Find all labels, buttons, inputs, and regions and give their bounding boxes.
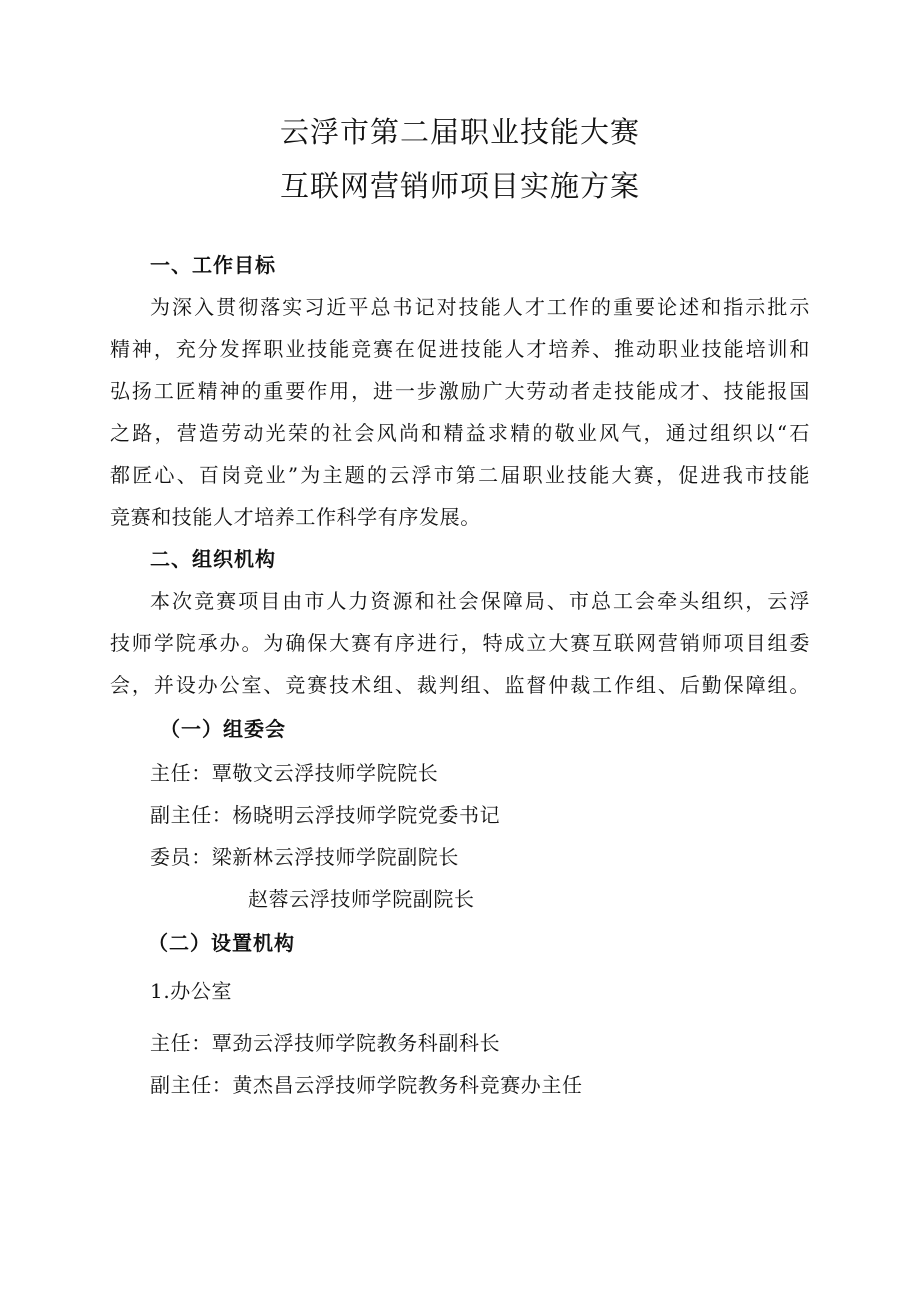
document-title-line-2: 互联网营销师项目实施方案 bbox=[279, 169, 640, 203]
committee-deputy-director: 副主任：杨晓明云浮技师学院党委书记 bbox=[150, 803, 501, 827]
committee-member: 赵蓉云浮技师学院副院长 bbox=[248, 887, 475, 911]
paragraph-line: 技师学院承办。为确保大赛有序进行，特成立大赛互联网营销师项目组委 bbox=[110, 631, 810, 655]
section-heading-organization: 二、组织机构 bbox=[150, 547, 276, 571]
paragraph-line: 本次竞赛项目由市人力资源和社会保障局、市总工会牵头组织，云浮 bbox=[150, 589, 810, 613]
committee-director: 主任：覃敬文云浮技师学院院长 bbox=[150, 761, 439, 785]
paragraph-line: 之路，营造劳动光荣的社会风尚和精益求精的敬业风气，通过组织以“石 bbox=[110, 421, 810, 445]
office-deputy-director: 副主任：黄杰昌云浮技师学院教务科竞赛办主任 bbox=[150, 1073, 583, 1097]
office-director: 主任：覃劲云浮技师学院教务科副科长 bbox=[150, 1031, 501, 1055]
paragraph-line: 精神，充分发挥职业技能竞赛在促进技能人才培养、推动职业技能培训和 bbox=[110, 337, 810, 361]
paragraph-line: 为深入贯彻落实习近平总书记对技能人才工作的重要论述和指示批示 bbox=[150, 295, 810, 319]
paragraph-line: 会，并设办公室、竞赛技术组、裁判组、监督仲裁工作组、后勤保障组。 bbox=[110, 673, 810, 697]
subsection-heading-setup: （二）设置机构 bbox=[148, 931, 295, 955]
office-heading: 1.办公室 bbox=[150, 979, 233, 1003]
section-heading-goals: 一、工作目标 bbox=[150, 253, 276, 277]
committee-member: 委员：梁新林云浮技师学院副院长 bbox=[150, 845, 459, 869]
paragraph-line: 竞赛和技能人才培养工作科学有序发展。 bbox=[110, 505, 481, 529]
subsection-heading-committee: （一）组委会 bbox=[160, 717, 286, 741]
document-title-line-1: 云浮市第二届职业技能大赛 bbox=[279, 115, 640, 149]
paragraph-line: 都匠心、百岗竞业”为主题的云浮市第二届职业技能大赛，促进我市技能 bbox=[110, 463, 810, 487]
paragraph-line: 弘扬工匠精神的重要作用，进一步激励广大劳动者走技能成才、技能报国 bbox=[110, 379, 810, 403]
